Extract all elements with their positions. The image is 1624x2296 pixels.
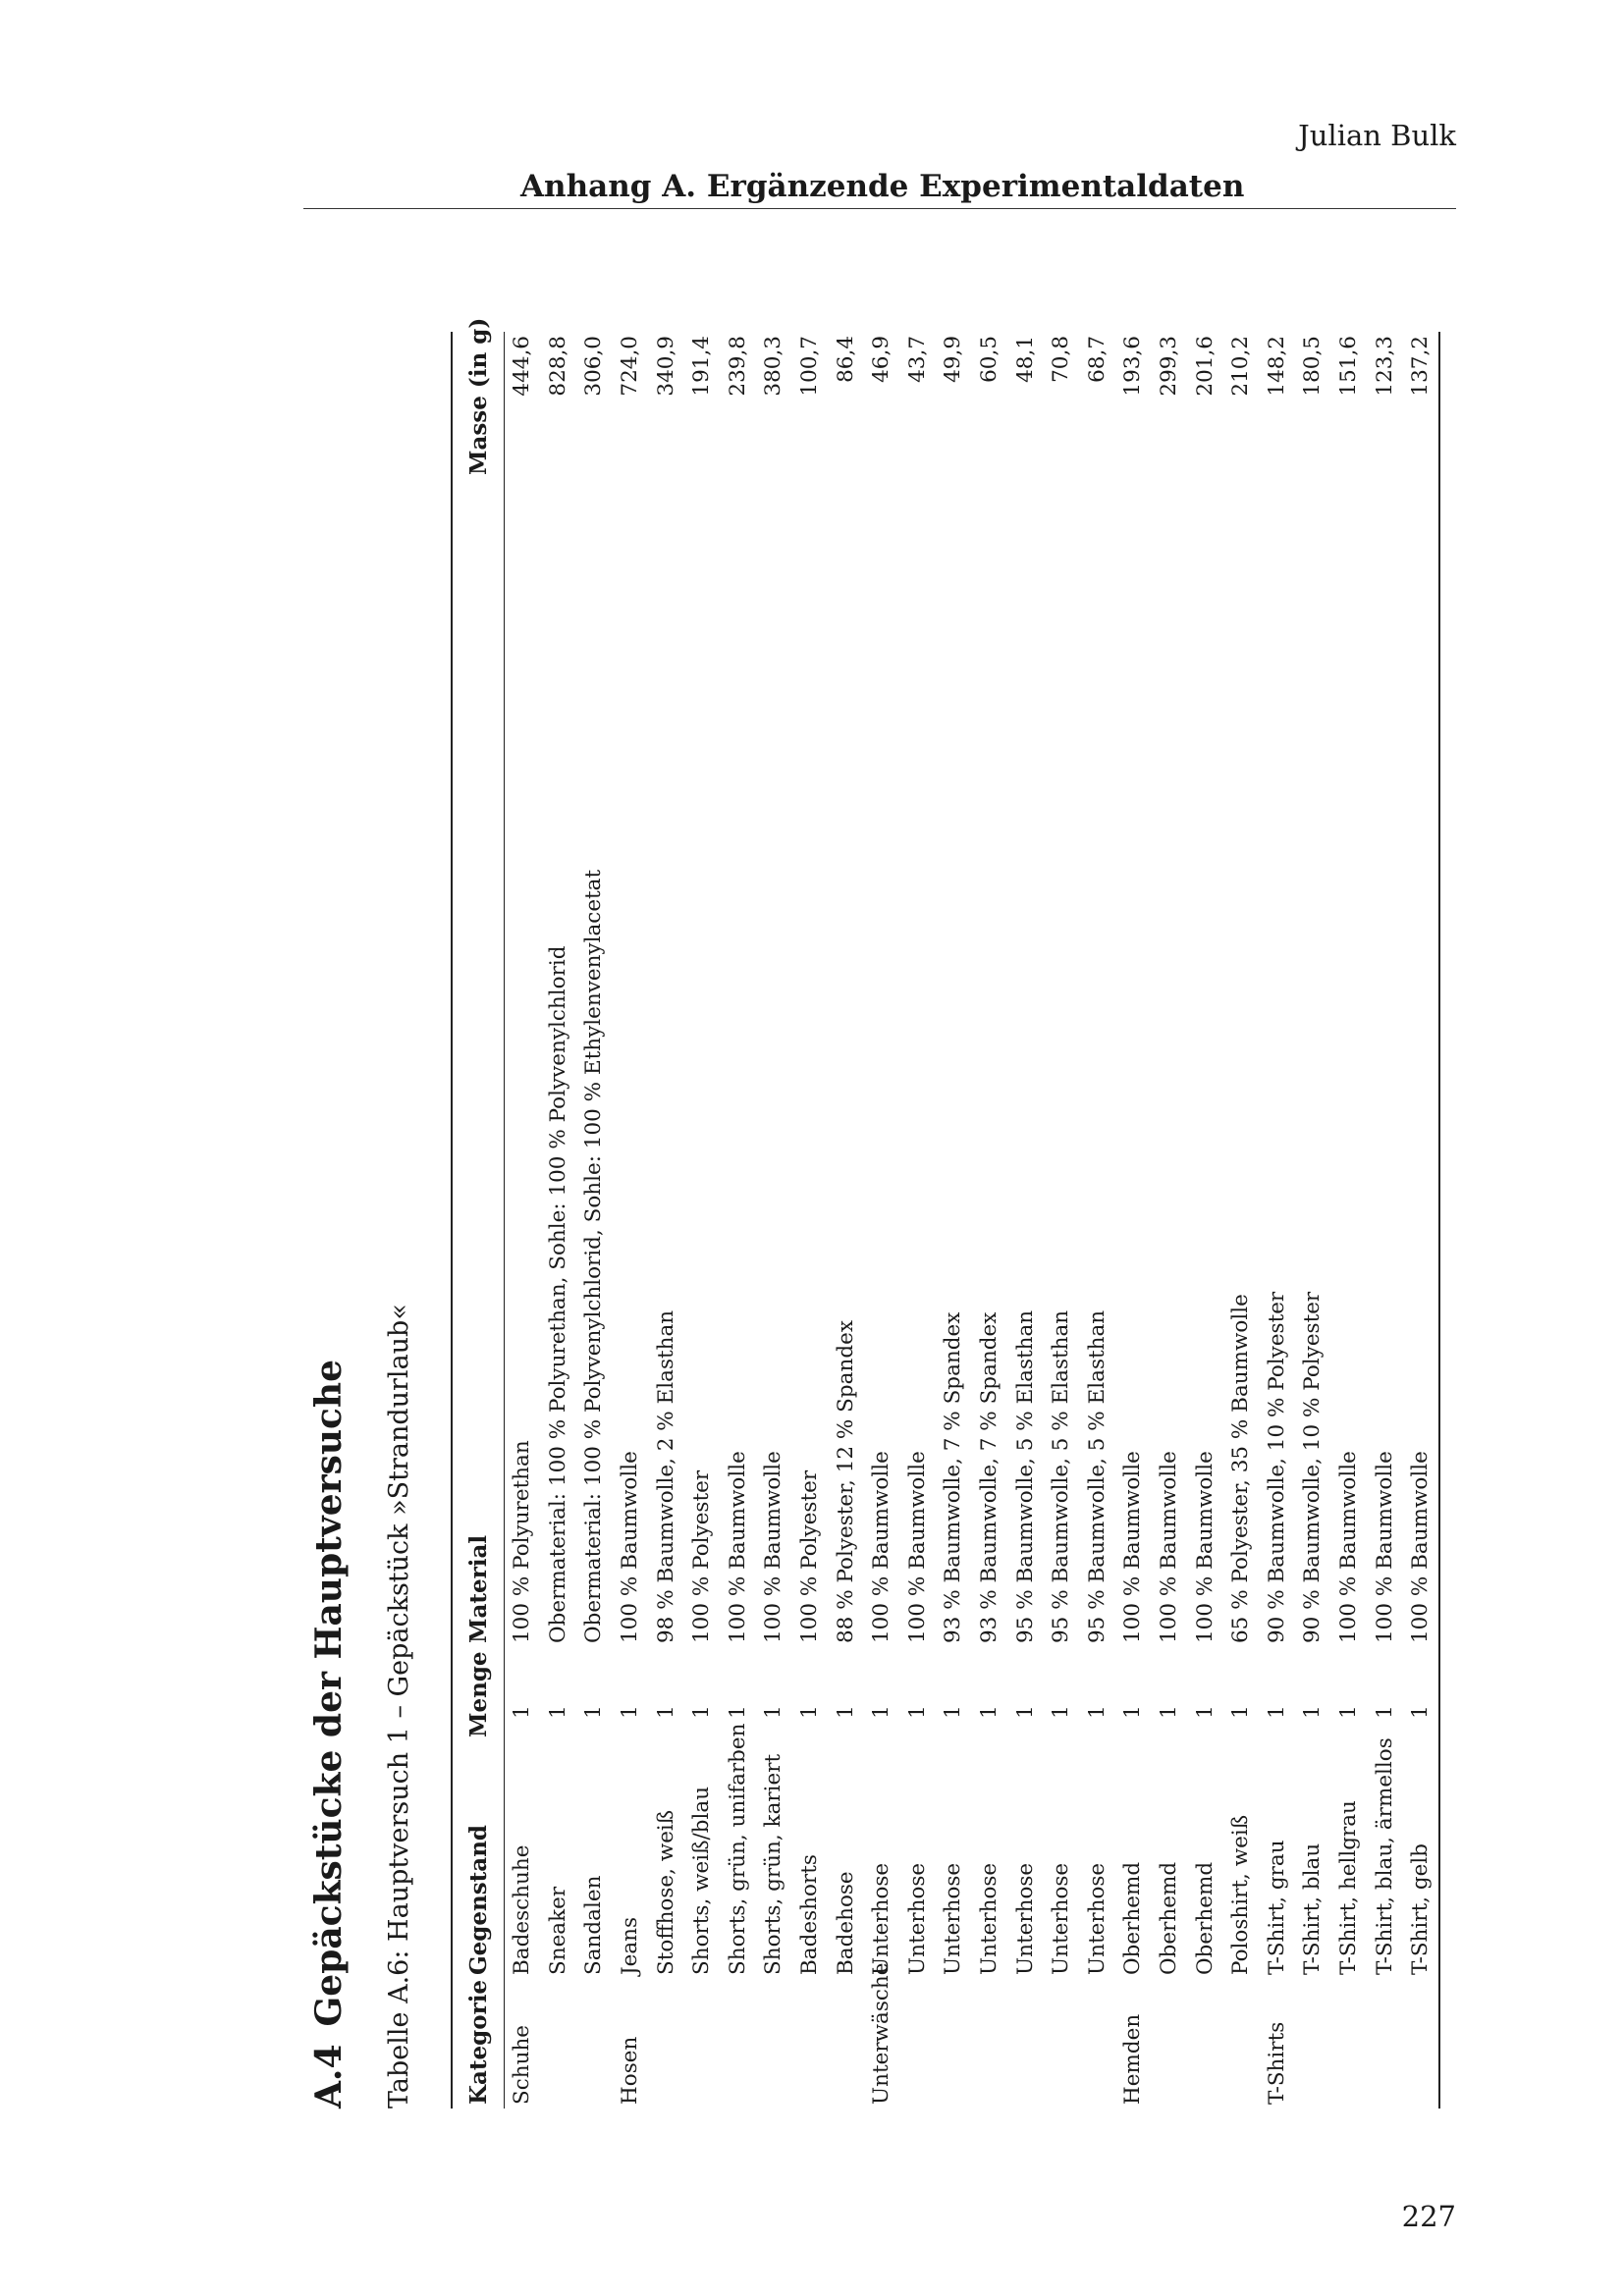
header-rule bbox=[303, 208, 1456, 209]
cell-masse: 70,8 bbox=[1049, 336, 1074, 383]
cell-masse: 210,2 bbox=[1228, 336, 1254, 397]
cell-material: 100 % Baumwolle bbox=[761, 1451, 786, 1643]
cell-masse: 100,7 bbox=[797, 336, 823, 397]
table-row bbox=[505, 332, 541, 2109]
cell-material: 100 % Baumwolle bbox=[618, 1451, 643, 1643]
table-row bbox=[828, 332, 864, 2109]
table-row bbox=[1403, 332, 1440, 2109]
cell-material: 95 % Baumwolle, 5 % Elasthan bbox=[1084, 1309, 1110, 1643]
cell-gegenstand: T-Shirt, blau bbox=[1300, 1842, 1326, 1975]
cell-menge: 1 bbox=[761, 1705, 786, 1719]
cell-material: 100 % Baumwolle bbox=[1403, 479, 1440, 1647]
cell-masse: 86,4 bbox=[833, 336, 858, 383]
cell-menge: 1 bbox=[653, 1705, 678, 1719]
cell-material: Obermaterial: 100 % Polyvenylchlorid, Sohle: 100 % Ethylenvenylacetat bbox=[581, 869, 607, 1643]
table-row bbox=[613, 332, 649, 2109]
section-heading bbox=[303, 1360, 354, 2109]
table-row bbox=[1044, 332, 1080, 2109]
table-row bbox=[684, 332, 721, 2109]
cell-menge: 1 bbox=[1049, 1705, 1074, 1719]
table-row bbox=[1331, 332, 1368, 2109]
table-row bbox=[541, 332, 577, 2109]
cell-material: 100 % Baumwolle bbox=[1192, 1451, 1218, 1643]
cell-material: 93 % Baumwolle, 7 % Spandex bbox=[977, 1311, 1002, 1643]
cell-gegenstand: Badeshorts bbox=[797, 1854, 823, 1975]
table-caption: Tabelle A.6: Hauptversuch 1 – Gepäckstück »Strandurlaub« bbox=[384, 1304, 414, 2109]
cell-kategorie bbox=[1007, 1979, 1044, 2109]
cell-material: 65 % Polyester, 35 % Baumwolle bbox=[1228, 1294, 1254, 1643]
table-row bbox=[1295, 332, 1331, 2109]
cell-menge: 1 bbox=[904, 1705, 930, 1719]
table-row bbox=[1080, 332, 1116, 2109]
cell-gegenstand: Shorts, grün, kariert bbox=[761, 1753, 786, 1975]
table-row bbox=[648, 332, 684, 2109]
cell-menge: 1 bbox=[797, 1705, 823, 1719]
cell-material: 100 % Polyurethan bbox=[510, 1440, 535, 1643]
cell-menge: 1 bbox=[1156, 1705, 1181, 1719]
table-row bbox=[1152, 332, 1188, 2109]
cell-gegenstand: Unterhose bbox=[1049, 1862, 1074, 1975]
cell-menge: 1 bbox=[1192, 1705, 1218, 1719]
cell-masse: 151,6 bbox=[1335, 336, 1361, 397]
header-row bbox=[452, 332, 505, 2109]
cell-kategorie bbox=[1367, 1979, 1403, 2109]
cell-material: 100 % Baumwolle bbox=[1156, 1451, 1181, 1643]
cell-kategorie bbox=[792, 1979, 829, 2109]
cell-menge: 1 bbox=[510, 1705, 535, 1719]
table-row bbox=[1223, 332, 1260, 2109]
cell-material: Obermaterial: 100 % Polyurethan, Sohle: 100 % Polyvenylchlorid bbox=[545, 945, 570, 1643]
cell-masse: 148,2 bbox=[1264, 336, 1289, 397]
cell-gegenstand: T-Shirt, gelb bbox=[1403, 1741, 1440, 1979]
cell-masse: 137,2 bbox=[1403, 332, 1440, 479]
cell-menge: 1 bbox=[1300, 1705, 1326, 1719]
cell-masse: 191,4 bbox=[689, 336, 715, 397]
cell-gegenstand: Poloshirt, weiß bbox=[1228, 1814, 1254, 1975]
table-row bbox=[1187, 332, 1223, 2109]
table-row bbox=[756, 332, 792, 2109]
cell-kategorie bbox=[684, 1979, 721, 2109]
cell-masse: 180,5 bbox=[1300, 336, 1326, 397]
cell-material: 95 % Baumwolle, 5 % Elasthan bbox=[1012, 1309, 1038, 1643]
luggage-table-wrapper bbox=[451, 317, 1440, 2109]
cell-kategorie bbox=[541, 1979, 577, 2109]
cell-kategorie bbox=[936, 1979, 972, 2109]
cell-menge: 1 bbox=[1264, 1705, 1289, 1719]
cell-menge: 1 bbox=[689, 1705, 715, 1719]
table-row bbox=[721, 332, 757, 2109]
cell-masse: 306,0 bbox=[581, 336, 607, 397]
cell-masse: 239,8 bbox=[725, 336, 750, 397]
cell-gegenstand: Badeschuhe bbox=[510, 1844, 535, 1975]
cell-masse: 43,7 bbox=[904, 336, 930, 383]
cell-masse: 68,7 bbox=[1084, 336, 1110, 383]
cell-menge: 1 bbox=[618, 1705, 643, 1719]
cell-masse: 60,5 bbox=[977, 336, 1002, 383]
cell-material: 100 % Baumwolle bbox=[1335, 1451, 1361, 1643]
cell-material: 100 % Polyester bbox=[797, 1469, 823, 1643]
cell-gegenstand: Jeans bbox=[618, 1916, 643, 1975]
cell-material: 100 % Baumwolle bbox=[725, 1451, 750, 1643]
cell-gegenstand: Unterhose bbox=[904, 1862, 930, 1975]
landscape-content bbox=[303, 317, 1442, 2109]
cell-kategorie: Hemden bbox=[1120, 2013, 1146, 2105]
table-body bbox=[505, 332, 1440, 2109]
cell-gegenstand: Oberhemd bbox=[1156, 1861, 1181, 1975]
cell-gegenstand: Unterhose bbox=[1012, 1862, 1038, 1975]
cell-kategorie: Unterwäsche bbox=[869, 1962, 894, 2105]
cell-menge: 1 bbox=[833, 1705, 858, 1719]
cell-gegenstand: Badehose bbox=[833, 1871, 858, 1975]
cell-gegenstand: Unterhose bbox=[941, 1862, 966, 1975]
cell-menge: 1 bbox=[1228, 1705, 1254, 1719]
cell-kategorie bbox=[1080, 1979, 1116, 2109]
cell-masse: 49,9 bbox=[941, 336, 966, 383]
cell-menge: 1 bbox=[941, 1705, 966, 1719]
cell-kategorie bbox=[1403, 1979, 1440, 2109]
cell-masse: 201,6 bbox=[1192, 336, 1218, 397]
table-row bbox=[864, 332, 900, 2109]
table-row bbox=[972, 332, 1008, 2109]
cell-material: 88 % Polyester, 12 % Spandex bbox=[833, 1320, 858, 1643]
table-row bbox=[792, 332, 829, 2109]
table-row bbox=[936, 332, 972, 2109]
cell-kategorie bbox=[1044, 1979, 1080, 2109]
cell-kategorie bbox=[756, 1979, 792, 2109]
cell-kategorie: Hosen bbox=[618, 2036, 643, 2105]
cell-masse: 380,3 bbox=[761, 336, 786, 397]
table-header bbox=[452, 317, 505, 2109]
cell-kategorie bbox=[721, 1979, 757, 2109]
cell-gegenstand: Shorts, weiß/blau bbox=[689, 1786, 715, 1975]
cell-gegenstand: Stoffhose, weiß bbox=[653, 1809, 678, 1975]
table-row bbox=[1367, 332, 1403, 2109]
cell-kategorie: Schuhe bbox=[510, 2024, 535, 2105]
cell-gegenstand: Unterhose bbox=[869, 1862, 894, 1975]
cell-kategorie bbox=[900, 1979, 937, 2109]
cell-gegenstand: Sneaker bbox=[545, 1886, 570, 1975]
cell-menge: 1 bbox=[545, 1705, 570, 1719]
table-row bbox=[1115, 332, 1152, 2109]
section-title: Gepäckstücke der Hauptversuche bbox=[308, 1359, 350, 2027]
cell-gegenstand: Unterhose bbox=[977, 1862, 1002, 1975]
cell-menge: 1 bbox=[977, 1705, 1002, 1719]
cell-masse: 724,0 bbox=[618, 336, 643, 397]
cell-material: 98 % Baumwolle, 2 % Elasthan bbox=[653, 1309, 678, 1643]
page-number: 227 bbox=[1401, 2200, 1456, 2233]
cell-menge: 1 bbox=[1084, 1705, 1110, 1719]
column-header-material: Material bbox=[452, 479, 505, 1647]
cell-material: 90 % Baumwolle, 10 % Polyester bbox=[1264, 1291, 1289, 1643]
cell-kategorie bbox=[1331, 1979, 1368, 2109]
column-header-menge: Menge bbox=[452, 1647, 505, 1741]
cell-masse: 828,8 bbox=[545, 336, 570, 397]
cell-gegenstand: Oberhemd bbox=[1120, 1861, 1146, 1975]
cell-masse: 48,1 bbox=[1012, 336, 1038, 383]
luggage-table bbox=[451, 317, 1440, 2109]
running-header-author: Julian Bulk bbox=[1298, 119, 1456, 152]
cell-kategorie bbox=[576, 1979, 613, 2109]
cell-menge: 1 bbox=[1372, 1705, 1397, 1719]
table-row bbox=[1259, 332, 1295, 2109]
cell-kategorie bbox=[828, 1979, 864, 2109]
cell-material: 100 % Baumwolle bbox=[904, 1451, 930, 1643]
cell-material: 100 % Baumwolle bbox=[1372, 1451, 1397, 1643]
cell-menge: 1 bbox=[581, 1705, 607, 1719]
section-number: A.4 bbox=[308, 2044, 350, 2109]
cell-material: 93 % Baumwolle, 7 % Spandex bbox=[941, 1311, 966, 1643]
column-header-kategorie: Kategorie bbox=[452, 1979, 505, 2109]
cell-gegenstand: Oberhemd bbox=[1192, 1861, 1218, 1975]
cell-kategorie bbox=[972, 1979, 1008, 2109]
table-row bbox=[900, 332, 937, 2109]
running-header-chapter: Anhang A. Ergänzende Experimentaldaten bbox=[520, 169, 1245, 204]
cell-kategorie bbox=[648, 1979, 684, 2109]
cell-material: 100 % Baumwolle bbox=[869, 1451, 894, 1643]
cell-kategorie bbox=[1295, 1979, 1331, 2109]
cell-gegenstand: T-Shirt, blau, ärmellos bbox=[1372, 1737, 1397, 1975]
cell-material: 100 % Polyester bbox=[689, 1469, 715, 1643]
cell-gegenstand: Shorts, grün, unifarben bbox=[725, 1723, 750, 1975]
cell-menge: 1 bbox=[1012, 1705, 1038, 1719]
cell-masse: 299,3 bbox=[1156, 336, 1181, 397]
table-row bbox=[576, 332, 613, 2109]
cell-masse: 123,3 bbox=[1372, 336, 1397, 397]
table-row bbox=[1007, 332, 1044, 2109]
column-header-gegenstand: Gegenstand bbox=[452, 1741, 505, 1979]
column-header-masse: Masse (in g) bbox=[452, 332, 505, 479]
cell-material: 95 % Baumwolle, 5 % Elasthan bbox=[1049, 1309, 1074, 1643]
cell-kategorie: T-Shirts bbox=[1264, 2021, 1289, 2105]
cell-masse: 46,9 bbox=[869, 336, 894, 383]
cell-menge: 1 bbox=[869, 1705, 894, 1719]
cell-gegenstand: T-Shirt, grau bbox=[1264, 1840, 1289, 1975]
cell-menge: 1 bbox=[1335, 1705, 1361, 1719]
cell-material: 90 % Baumwolle, 10 % Polyester bbox=[1300, 1291, 1326, 1643]
cell-gegenstand: Unterhose bbox=[1084, 1862, 1110, 1975]
cell-kategorie bbox=[1187, 1979, 1223, 2109]
cell-menge: 1 bbox=[1120, 1705, 1146, 1719]
cell-kategorie bbox=[1223, 1979, 1260, 2109]
cell-masse: 444,6 bbox=[510, 336, 535, 397]
cell-menge: 1 bbox=[1403, 1647, 1440, 1741]
cell-masse: 193,6 bbox=[1120, 336, 1146, 397]
cell-gegenstand: T-Shirt, hellgrau bbox=[1335, 1800, 1361, 1975]
cell-masse: 340,9 bbox=[653, 336, 678, 397]
cell-kategorie bbox=[1152, 1979, 1188, 2109]
cell-material: 100 % Baumwolle bbox=[1120, 1451, 1146, 1643]
cell-gegenstand: Sandalen bbox=[581, 1875, 607, 1975]
cell-menge: 1 bbox=[725, 1705, 750, 1719]
